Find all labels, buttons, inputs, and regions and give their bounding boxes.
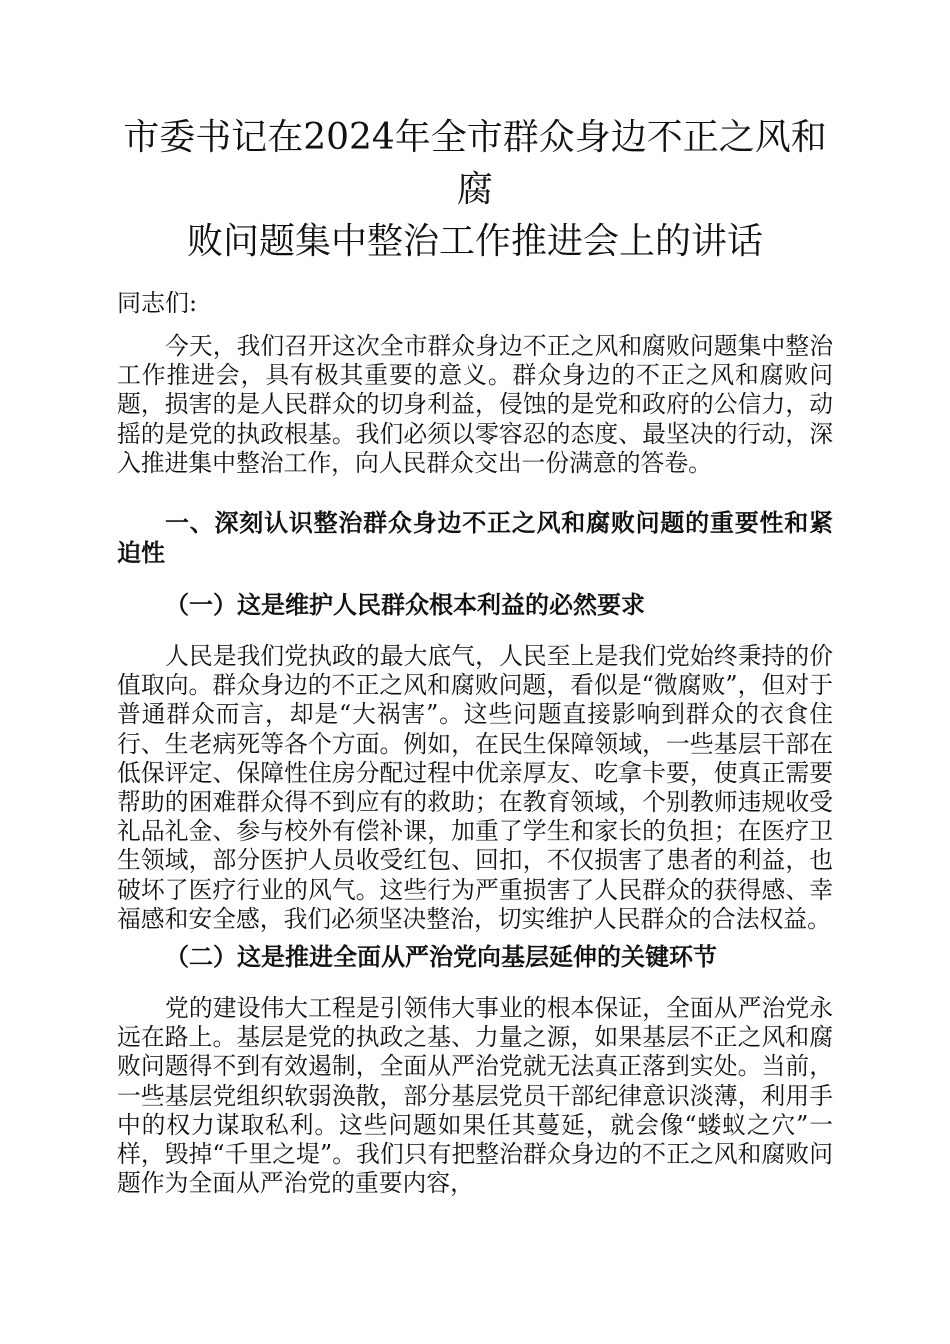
document-title	[117, 112, 833, 268]
subsection-1-paragraph: 人民是我们党执政的最大底气，人民至上是我们党始终秉持的价值取向。群众身边的不正之风和腐败问题，看似是“微腐败”，但对于普通群众而言，却是“大祸害”。这些问题直接影响到群众的衣食住行、生老病死等各个方面。例如，在民生保障领域，一些基层干部在低保评定、保障性住房分配过程中优亲厚友、吃拿卡要，使真正需要帮助的困难群众得不到应有的救助；在教育领域，个别教师违规收受礼品礼金、参与校外有偿补课，加重了学生和家长的负担；在医疗卫生领域，部分医护人员收受红包、回扣，不仅损害了患者的利益，也破坏了医疗行业的风气。这些行为严重损害了人民群众的获得感、幸福感和安全感，我们必须坚决整治，切实维护人民群众的合法权益。	[117, 642, 833, 933]
salutation: 同志们:	[117, 289, 198, 317]
subsection-1-heading: （一）这是维护人民群众根本利益的必然要求	[165, 590, 645, 620]
document-page	[117, 112, 833, 1206]
subsection-2-heading: （二）这是推进全面从严治党向基层延伸的关键环节	[165, 942, 717, 972]
title-line-2: 败问题集中整治工作推进会上的讲话	[186, 221, 763, 262]
intro-paragraph: 今天，我们召开这次全市群众身边不正之风和腐败问题集中整治工作推进会，具有极其重要的意义。群众身边的不正之风和腐败问题，损害的是人民群众的切身利益，侵蚀的是党和政府的公信力，动摇的是党的执政根基。我们必须以零容忍的态度、最坚决的行动，深入推进集中整治工作，向人民群众交出一份满意的答卷。	[117, 332, 833, 477]
title-line-1: 市委书记在2024年全市群众身边不正之风和腐	[123, 117, 827, 210]
subsection-2-paragraph: 党的建设伟大工程是引领伟大事业的根本保证，全面从严治党永远在路上。基层是党的执政之基、力量之源，如果基层不正之风和腐败问题得不到有效遏制，全面从严治党就无法真正落到实处。当前，一些基层党组织软弱涣散，部分基层党员干部纪律意识淡薄，利用手中的权力谋取私利。这些问题如果任其蔓延，就会像“蝼蚁之穴”一样，毁掉“千里之堤”。我们只有把整治群众身边的不正之风和腐败问题作为全面从严治党的重要内容，	[117, 994, 833, 1198]
section-1-heading: 一、深刻认识整治群众身边不正之风和腐败问题的重要性和紧迫性	[117, 508, 833, 568]
